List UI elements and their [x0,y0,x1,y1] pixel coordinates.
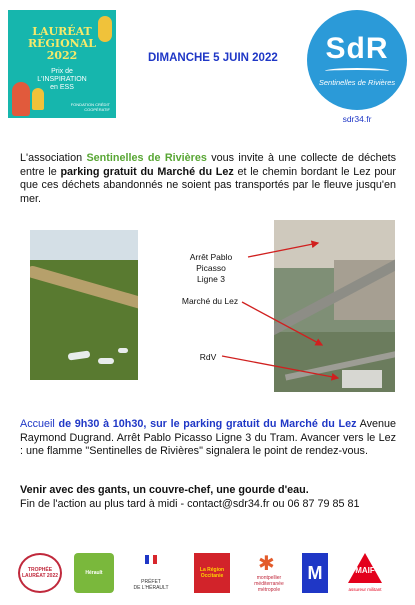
riverbank-photo [30,230,138,380]
partner-label: MAIF [355,566,375,575]
access-paragraph [20,418,396,459]
logo-subtitle: Sentinelles de Rivières [318,78,396,87]
access-directions: Avenue Raymond Dugrand. Arrêt Pablo Picasso Ligne 3 du Tram. Avancer vers le Lez : une flamme "Sentinelles de Rivières" signalera le point de rendez-vous. [20,418,397,457]
trophy-logo [18,553,62,593]
partner-label: Hérault [85,570,103,576]
intro-text: L'association [20,152,87,164]
badge-title: LAURÉAT RÉGIONAL 2022 [28,25,96,62]
partner-label: montpellier méditerranée métropole [254,575,284,593]
logo-letters: SdR [325,32,389,65]
map-label-meeting: RdV [199,352,217,362]
flag-icon [145,555,157,564]
map-label-market: Marché du Lez [181,296,239,306]
metropole-logo [244,553,294,593]
partner-tagline: assureur militant [348,587,382,592]
badge-prize: Prix de L'INSPIRATION en ESS [37,68,87,91]
photo-litter [98,358,114,364]
end-contact: Fin de l'action au plus tard à midi - contact@sdr34.fr ou 06 87 79 85 81 [20,497,360,510]
map-label-stop: Arrêt Pablo Picasso Ligne 3 [189,252,233,284]
intro-paragraph [20,152,396,206]
photo-sky [30,230,138,260]
partner-label: M [307,563,323,583]
aerial-map [274,220,395,392]
partner-label: PRÉFET DE L'HÉRAULT [133,579,169,591]
badge-sponsor: FONDATION CRÉDIT COOPÉRATIF [70,102,110,112]
herault-logo [74,553,114,593]
partner-label: TROPHÉE LAURÉAT 2022 [21,567,59,579]
intro-text: et le chemin bordant le Lez pour que ces déchets abandonnés ne soient pas transportés par le fleuve jusqu'en mer. [20,165,396,205]
access-welcome: Accueil [20,418,59,430]
maif-logo [340,553,390,593]
event-date: DIMANCHE 5 JUIN 2022 [148,52,278,64]
photo-litter [118,348,128,353]
intro-text: vous invite à une collecte de déchets entre le [20,152,396,178]
laureat-badge [8,10,116,118]
star-icon: ✱ [258,553,275,575]
occitanie-logo [194,553,230,593]
closing-block [20,484,396,511]
partner-logos [18,553,402,597]
prefet-logo [126,553,176,593]
access-time-place: de 9h30 à 10h30, sur le parking gratuit du Marché du Lez [58,418,357,430]
bring-items: Venir avec des gants, un couvre-chef, une gourde d'eau. [20,484,309,496]
partner-label: La Région Occitanie [199,567,225,579]
meeting-place: parking gratuit du Marché du Lez [60,165,234,178]
wave-icon [325,68,389,74]
website-link[interactable]: sdr34.fr [342,114,372,124]
organization-name: Sentinelles de Rivières [86,152,207,164]
sdr-logo [307,10,407,110]
m-logo [302,553,328,593]
map-parking [342,370,382,388]
